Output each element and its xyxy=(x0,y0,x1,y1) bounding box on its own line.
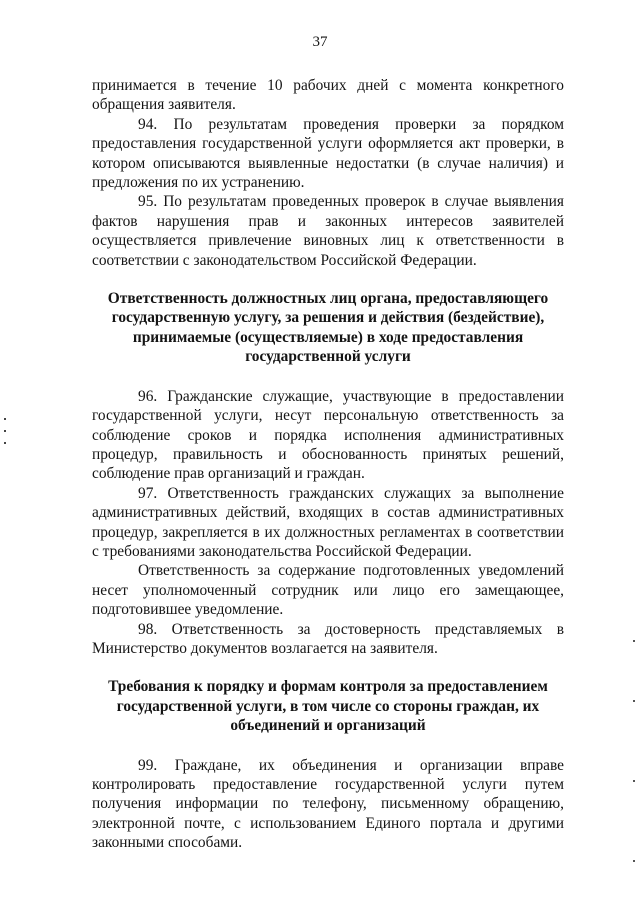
scan-mark xyxy=(4,418,6,420)
section-heading-control-requirements: Требования к порядку и формам контроля за предоставлением государственной услуги, в том числе со стороны граждан, их объединений и организаций xyxy=(108,678,548,735)
scan-mark xyxy=(633,700,635,702)
scan-mark xyxy=(633,640,635,642)
document-body xyxy=(92,76,564,853)
paragraph-notification-responsibility: Ответственность за содержание подготовленных уведомлений несет уполномоченный сотрудник или лицо его замещающее, подготовившее уведомление. xyxy=(92,562,564,619)
paragraph-continuation: принимается в течение 10 рабочих дней с момента конкретного обращения заявителя. xyxy=(92,77,564,114)
scan-mark xyxy=(4,430,6,432)
paragraph-97: 97. Ответственность гражданских служащих за выполнение административных действий, входящих в состав административных процедур, закрепляется в их должностных регламентах в соответствии с требованиями законодательства Российской Федерации. xyxy=(92,484,564,560)
paragraph-99: 99. Граждане, их объединения и организации вправе контролировать предоставление государственной услуги путем получения информации по телефону, письменному обращению, электронной почте, с использованием Единого портала и другими законными способами. xyxy=(92,756,564,852)
paragraph-95: 95. По результатам проведенных проверок в случае выявления фактов нарушения прав и законных интересов заявителей осуществляется привлечение виновных лиц к ответственности в соответствии с законодательством Российской Федерации. xyxy=(92,193,564,269)
paragraph-98: 98. Ответственность за достоверность представляемых в Министерство документов возлагается на заявителя. xyxy=(92,620,564,657)
scan-mark xyxy=(633,780,635,782)
paragraph-94: 94. По результатам проведения проверки за порядком предоставления государственной услуги оформляется акт проверки, в котором описываются выявленные недостатки (в случае наличия) и предложения по их устранению. xyxy=(92,115,564,192)
scan-mark xyxy=(4,442,6,444)
page-number: 37 xyxy=(312,34,328,50)
paragraph-96: 96. Гражданские служащие, участвующие в предоставлении государственной услуги, несут персональную ответственность за соблюдение сроков и порядка исполнения административных процедур, правильность и обоснованность принятых решений, соблюдение прав организаций и граждан. xyxy=(92,387,564,483)
section-heading-responsibility: Ответственность должностных лиц органа, предоставляющего государственную услугу, за решения и действия (бездействие), принимаемые (осуществляемые) в ходе предоставления государственной услуги xyxy=(107,290,549,366)
scan-mark xyxy=(633,860,635,862)
